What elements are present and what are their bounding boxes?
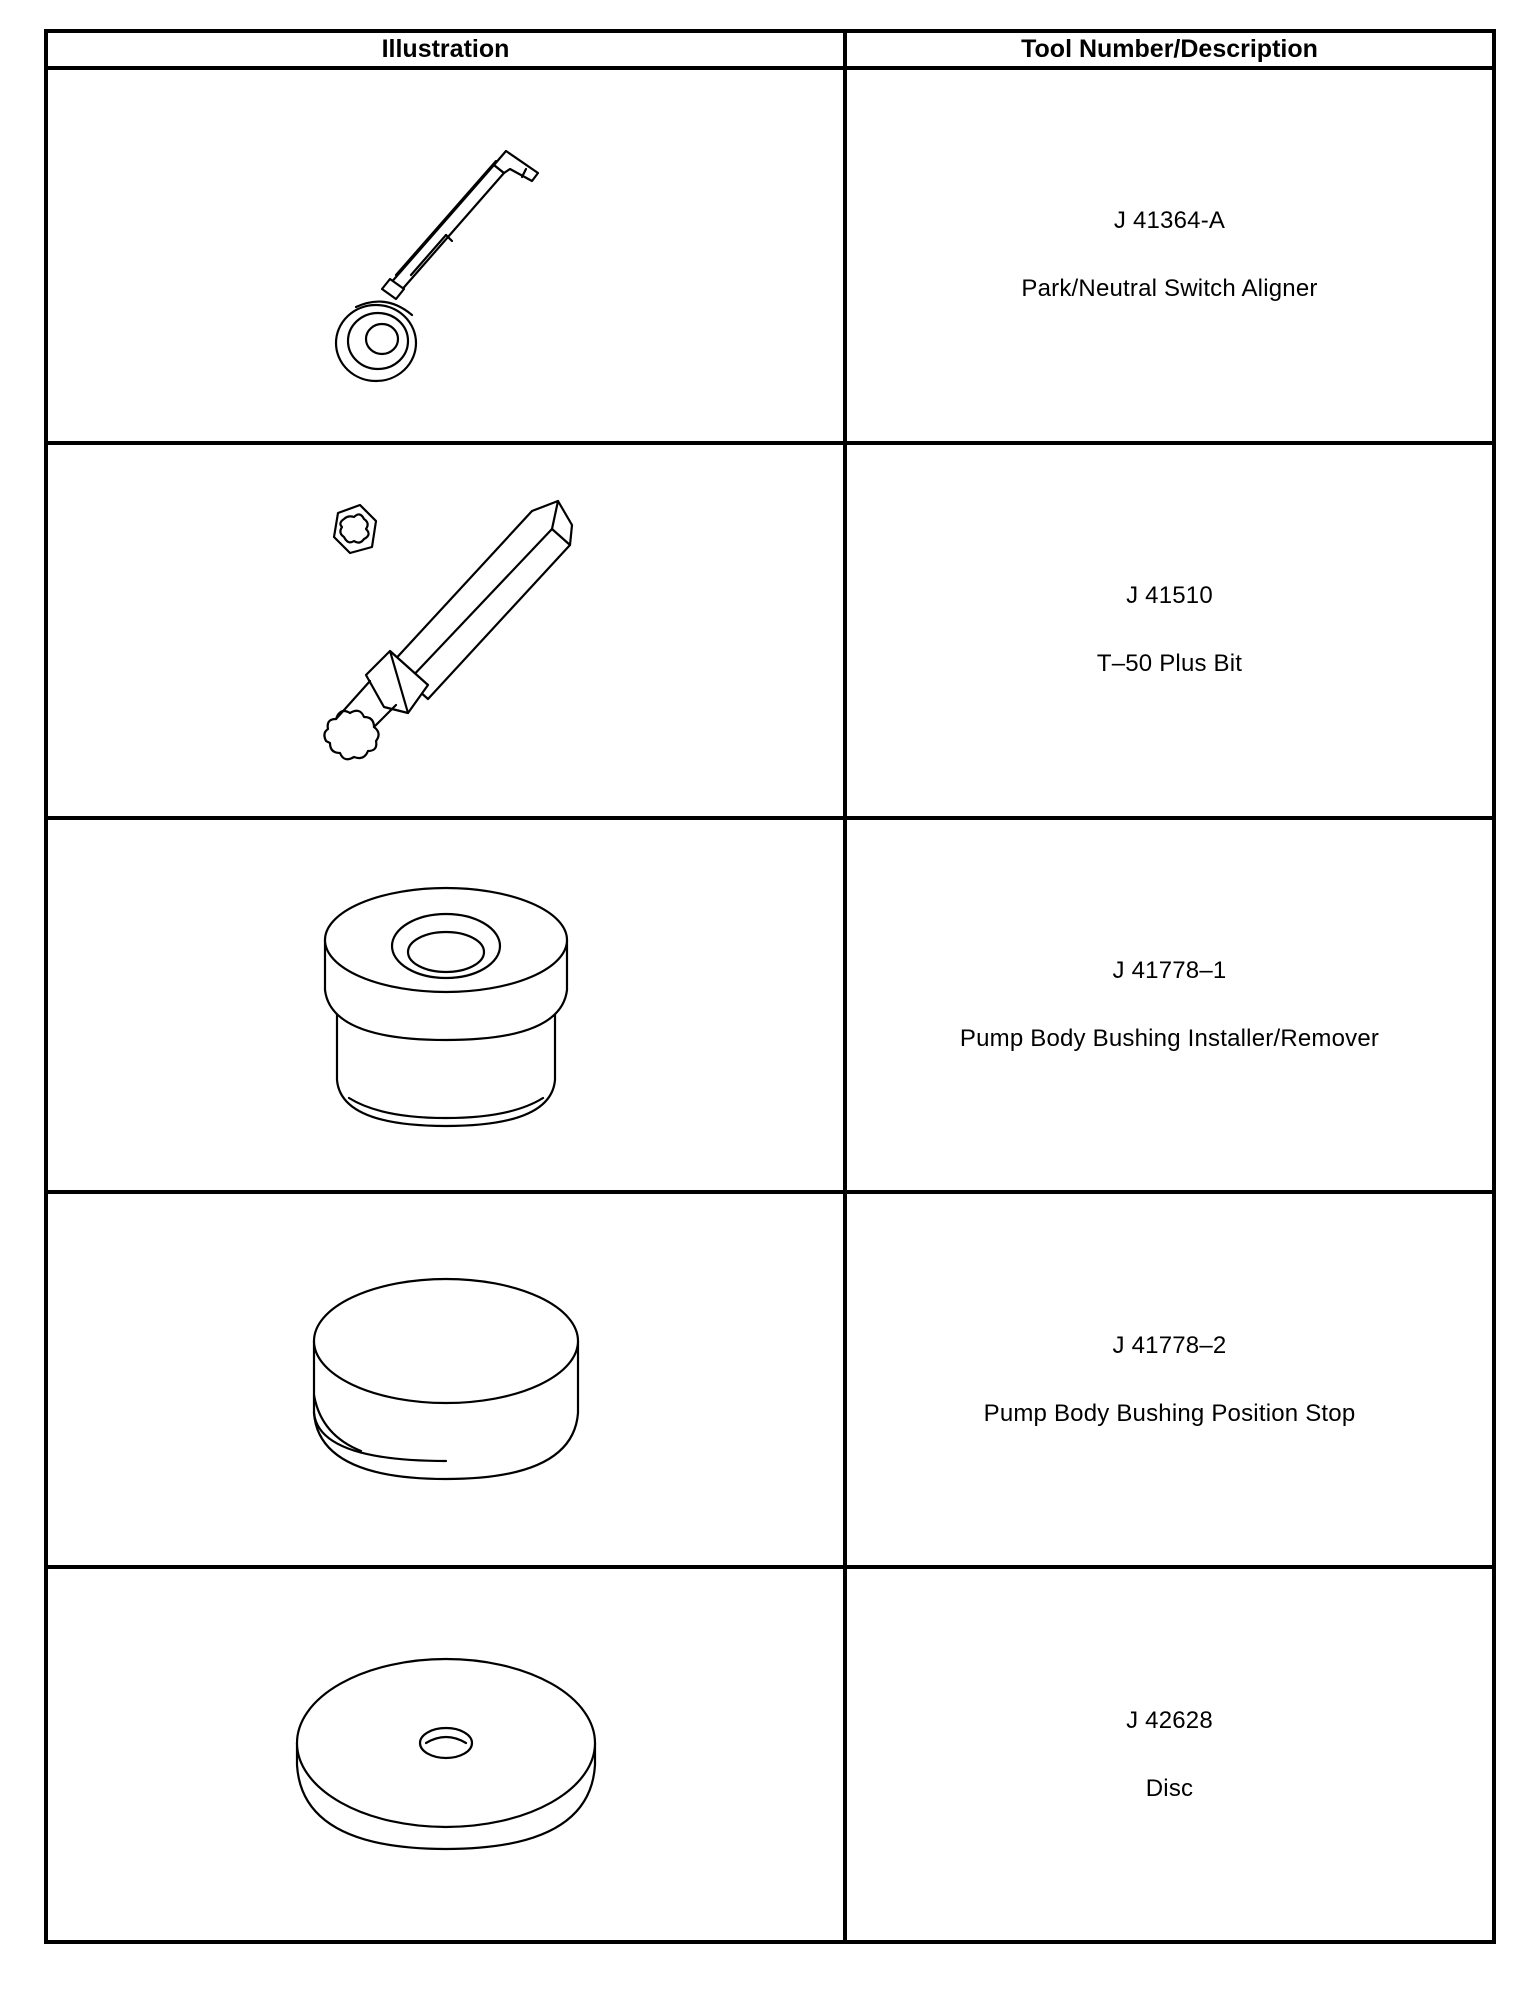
illustration-cell	[46, 443, 845, 818]
tool-description: Park/Neutral Switch Aligner	[1021, 275, 1318, 303]
table-row	[46, 443, 1494, 818]
tool-description-cell	[845, 443, 1494, 818]
illustration-column-header: Illustration	[46, 31, 845, 68]
table-header-row	[46, 31, 1494, 68]
illustration-cell	[46, 1567, 845, 1942]
table-row	[46, 1567, 1494, 1942]
table-row	[46, 1192, 1494, 1567]
tool-number: J 41778–2	[1112, 1331, 1227, 1359]
tool-number: J 41778–1	[1112, 956, 1227, 984]
tool-column-header: Tool Number/Description	[845, 31, 1494, 68]
illustration-cell	[46, 1192, 845, 1567]
tool-description: Pump Body Bushing Position Stop	[983, 1399, 1356, 1427]
disc-icon	[294, 1657, 598, 1853]
special-tools-table	[44, 29, 1496, 1944]
tool-description: Disc	[1145, 1774, 1194, 1802]
tool-number: J 41364-A	[1113, 207, 1226, 235]
torx-bit-icon	[296, 485, 596, 775]
illustration-cell	[46, 68, 845, 443]
tool-number: J 41510	[1126, 582, 1213, 610]
tool-description: T–50 Plus Bit	[1096, 650, 1243, 678]
tool-description-cell	[845, 818, 1494, 1193]
position-stop-icon	[311, 1275, 581, 1485]
illustration-cell	[46, 818, 845, 1193]
tool-description: Pump Body Bushing Installer/Remover	[959, 1024, 1380, 1052]
switch-aligner-icon	[326, 125, 566, 385]
bushing-installer-icon	[321, 880, 571, 1130]
tool-description-cell	[845, 68, 1494, 443]
tool-description-cell	[845, 1192, 1494, 1567]
tool-number: J 42628	[1126, 1706, 1213, 1734]
table-row	[46, 68, 1494, 443]
tool-description-cell	[845, 1567, 1494, 1942]
table-row	[46, 818, 1494, 1193]
